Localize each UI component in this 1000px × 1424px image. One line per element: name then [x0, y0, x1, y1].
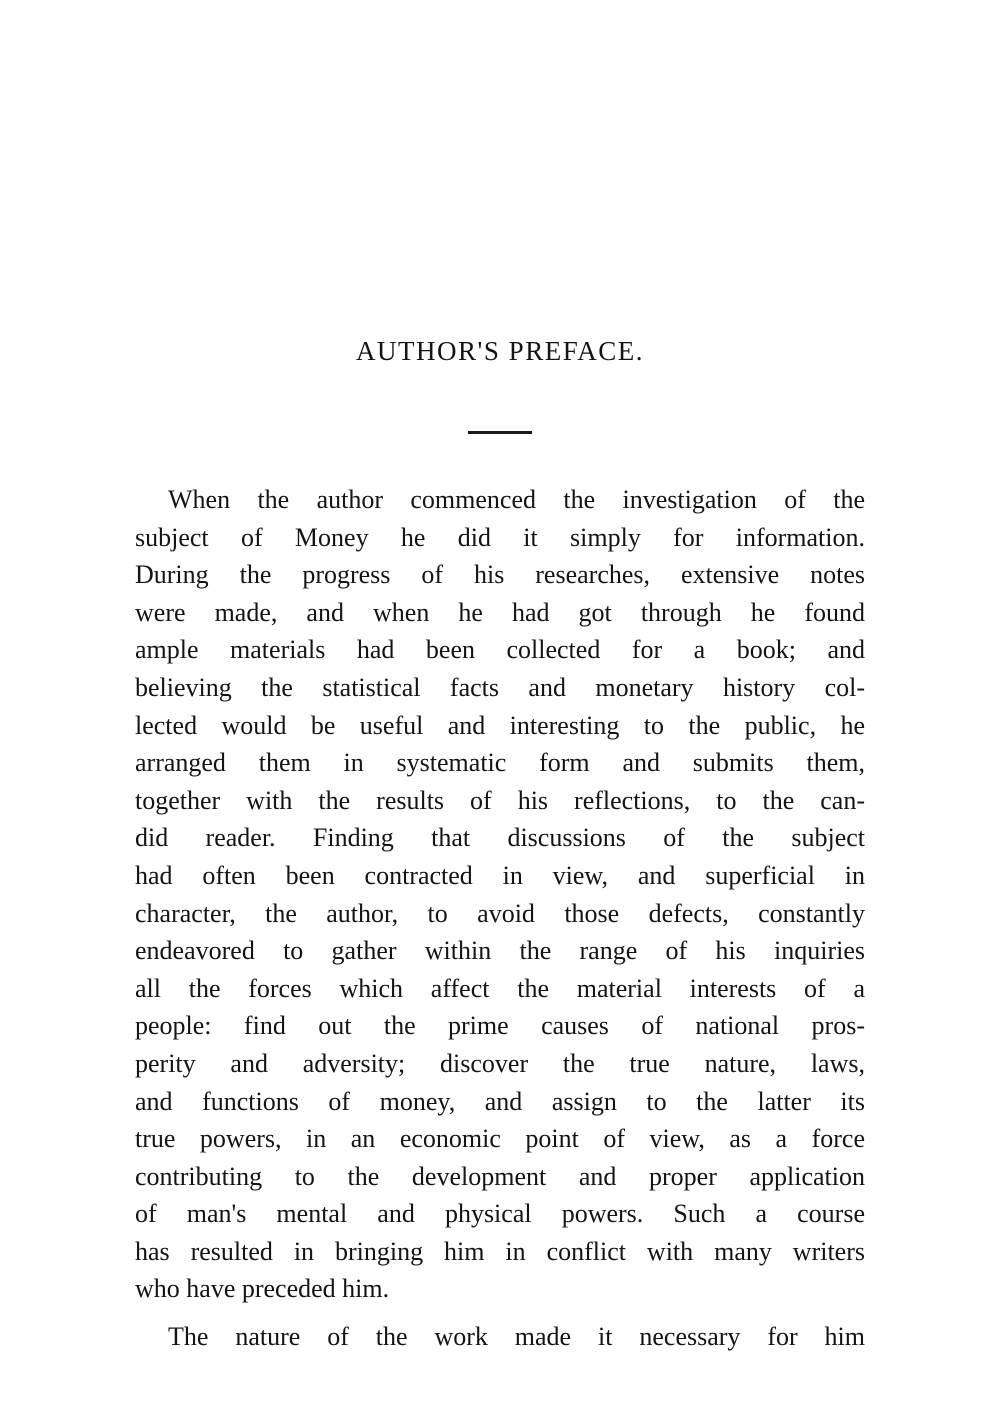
- paragraph-2: [135, 1318, 865, 1356]
- paragraph-gap: [135, 1308, 865, 1318]
- text-line: and functions of money, and assign to the latter its: [135, 1086, 865, 1116]
- text-line: had often been contracted in view, and superficial in: [135, 860, 865, 890]
- paragraph-1: [135, 481, 865, 1308]
- text-line: people: find out the prime causes of national pros-: [135, 1011, 865, 1041]
- page-title: AUTHOR'S PREFACE.: [356, 336, 644, 366]
- text-line: believing the statistical facts and monetary history col-: [135, 672, 865, 702]
- text-line: arranged them in systematic form and submits them,: [135, 748, 865, 778]
- title-divider: [468, 431, 532, 434]
- text-line: ample materials had been collected for a book; and: [135, 635, 865, 665]
- text-line: were made, and when he had got through he found: [135, 597, 865, 627]
- text-line: true powers, in an economic point of view, as a force: [135, 1124, 865, 1154]
- text-line: lected would be useful and interesting to the public, he: [135, 710, 865, 740]
- text-line: who have preceded him.: [135, 1274, 390, 1304]
- text-line: has resulted in bringing him in conflict with many writers: [135, 1236, 865, 1266]
- text-line: endeavored to gather within the range of his inquiries: [135, 936, 865, 966]
- text-line: contributing to the development and proper application: [135, 1161, 865, 1191]
- text-line: The nature of the work made it necessary for him: [168, 1322, 865, 1352]
- text-line: character, the author, to avoid those defects, constantly: [135, 898, 865, 928]
- text-line: When the author commenced the investigation of the: [168, 485, 865, 514]
- body-text: [135, 481, 865, 1356]
- text-line: did reader. Finding that discussions of the subject: [135, 823, 865, 853]
- text-line: together with the results of his reflections, to the can-: [135, 785, 865, 815]
- text-line: all the forces which affect the material interests of a: [135, 973, 865, 1003]
- text-line: During the progress of his researches, extensive notes: [135, 560, 865, 590]
- text-line: perity and adversity; discover the true nature, laws,: [135, 1048, 865, 1078]
- text-line: subject of Money he did it simply for information.: [135, 522, 865, 552]
- text-line: of man's mental and physical powers. Such a course: [135, 1199, 865, 1229]
